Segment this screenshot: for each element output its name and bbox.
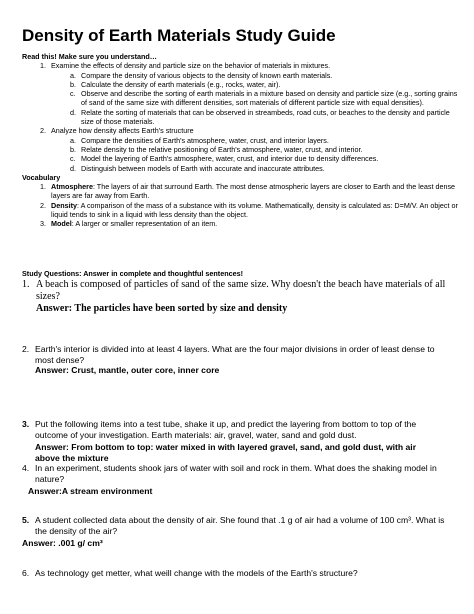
vocab-number: 3. — [40, 219, 46, 229]
question-6 — [22, 568, 462, 579]
sub-text: Observe and describe the sorting of earth materials in a mixture based on density and particle size (e.g., sorting grains of sand of the same size with different densities, sort materials of different particle size with equal densities). — [81, 89, 458, 108]
answer-text: Answer:A stream environment — [28, 486, 153, 497]
objective-2 — [40, 126, 462, 135]
objective-1c — [70, 89, 461, 108]
vocab-term: Atmosphere — [51, 182, 93, 192]
sub-letter: d. — [70, 163, 76, 173]
sub-letter: a. — [70, 135, 76, 145]
vocab-definition: : A larger or smaller representation of an item. — [71, 219, 218, 229]
sub-letter: d. — [70, 107, 76, 117]
sub-letter: b. — [70, 79, 76, 89]
vocab-term: Density — [51, 200, 77, 210]
question-text: Put the following items into a test tube, shake it up, and predict the layering from bottom to top of the outcome of your investigation. Earth materials: air, gravel, water, sand and gold dust. — [35, 419, 417, 440]
sub-letter: c. — [70, 89, 76, 99]
sub-letter: b. — [70, 144, 76, 154]
sub-text: Relate the sorting of materials that can be observed in streambeds, road cuts, or beaches to the density and particle size of those materials. — [81, 107, 450, 127]
vocab-number: 2. — [40, 200, 46, 210]
sub-text: Calculate the density of earth materials (e.g., rocks, water, air). — [81, 79, 281, 89]
answer-text: Answer: The particles have been sorted by size and density — [36, 303, 288, 315]
objective-1b — [70, 80, 461, 89]
answer-text: Answer: From bottom to top: water mixed in with layered gravel, sand, and gold dust, with air above the mixture — [35, 442, 417, 463]
sub-text: Distinguish between models of Earth with accurate and inaccurate attributes. — [81, 163, 325, 173]
sub-text: Compare the density of various objects to the density of known earth materials. — [81, 70, 333, 80]
question-number: 4. — [22, 463, 30, 473]
objectives-section — [22, 52, 462, 229]
objective-2a — [70, 136, 461, 145]
objective-text: Analyze how density affects Earth's structure — [51, 126, 194, 136]
objective-text: Examine the effects of density and particle size on the behavior of materials in mixtures. — [51, 61, 331, 71]
question-number: 6. — [22, 568, 30, 578]
answer-text: Answer: .001 g/ cm³ — [22, 538, 103, 549]
vocab-term: Model — [51, 219, 72, 229]
question-5 — [22, 515, 462, 549]
vocab-definition: : A comparison of the mass of a substance with its volume. Mathematically, density is calculated as: D=M/V. An object or liquid tends to sink in a liquid with less density than the object. — [51, 200, 458, 220]
sub-letter: a. — [70, 70, 76, 80]
question-2 — [22, 344, 462, 376]
question-4 — [22, 463, 462, 497]
question-number: 3. — [22, 419, 30, 429]
objective-2c — [70, 154, 461, 163]
objective-number: 1. — [40, 61, 46, 71]
question-text: A student collected data about the density of air. She found that .1 g of air had a volume of 100 cm³. What is the density of the air? — [35, 515, 445, 536]
objective-2d — [70, 164, 461, 173]
question-text: As technology get metter, what weill change with the models of the Earth's structure? — [35, 568, 358, 578]
sub-text: Compare the densities of Earth's atmosphere, water, crust, and interior layers. — [81, 135, 329, 145]
question-1 — [22, 279, 462, 315]
vocab-header: Vocabulary — [22, 172, 61, 182]
vocab-item-model — [40, 219, 461, 228]
question-number: 1. — [22, 279, 30, 290]
vocab-number: 1. — [40, 182, 46, 192]
question-text: Earth's interior is divided into at least 4 layers. What are the four major divisions in order of least dense to most dense? — [35, 344, 435, 365]
vocab-definition: : The layers of air that surround Earth. The most dense atmospheric layers are closer to Earth and the least dense layers are far away from Earth. — [51, 182, 456, 201]
question-number: 2. — [22, 344, 30, 354]
question-3 — [22, 419, 462, 463]
objective-2b — [70, 145, 461, 154]
question-number: 5. — [22, 515, 30, 525]
questions-header: Study Questions: Answer in complete and thoughtful sentences! — [22, 269, 243, 278]
sub-text: Relate density to the relative positioning of Earth's atmosphere, water, crust, and interior. — [81, 144, 363, 154]
vocab-item-atmosphere — [40, 182, 461, 201]
question-text: In an experiment, students shook jars of water with soil and rock in them. What does the shaking model in nature? — [35, 463, 437, 484]
intro-header: Read this! Make sure you understand… — [22, 52, 157, 61]
sub-letter: c. — [70, 154, 76, 164]
vocab-item-density — [40, 201, 461, 220]
page-title: Density of Earth Materials Study Guide — [22, 26, 336, 45]
answer-text: Answer: Crust, mantle, outer core, inner core — [35, 365, 220, 376]
objective-1a — [70, 71, 461, 80]
objective-number: 2. — [40, 126, 46, 136]
objective-1d — [70, 108, 461, 127]
sub-text: Model the layering of Earth's atmosphere, water, crust, and interior due to density differences. — [81, 154, 379, 164]
objective-1 — [40, 61, 462, 70]
question-text: A beach is composed of particles of sand of the same size. Why doesn't the beach have materials of all sizes? — [36, 279, 446, 302]
